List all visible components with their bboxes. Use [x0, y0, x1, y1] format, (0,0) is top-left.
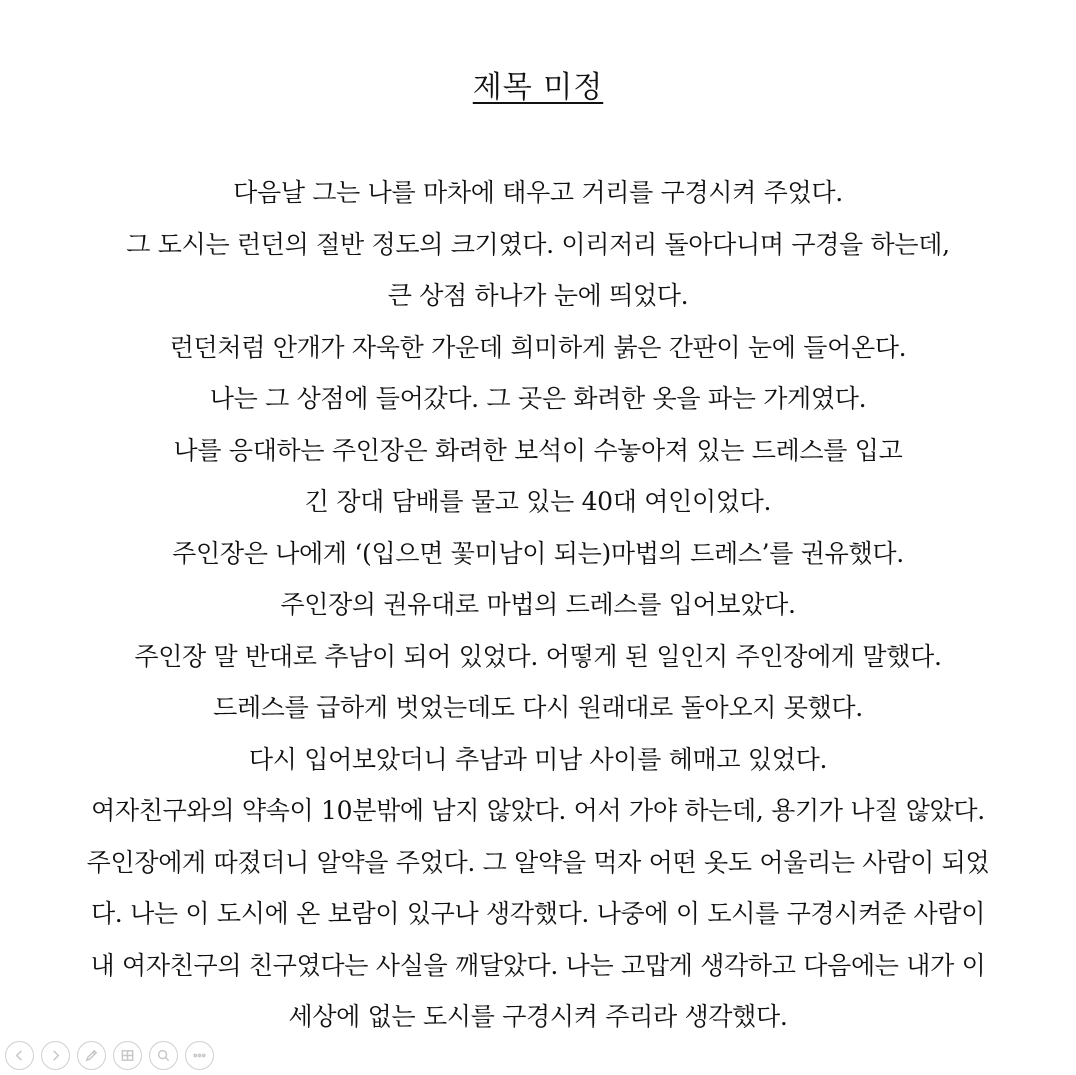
slides-icon — [120, 1048, 135, 1063]
document-title: 제목 미정 — [472, 70, 604, 105]
body-line: 큰 상점 하나가 눈에 띄었다. — [387, 281, 689, 310]
body-line: 여자친구와의 약속이 10분밖에 남지 않았다. 어서 가야 하는데, 용기가 나질 않았다. — [91, 796, 985, 825]
document-body — [30, 167, 1046, 1043]
body-line: 다. 나는 이 도시에 온 보람이 있구나 생각했다. 나중에 이 도시를 구경시켜준 사람이 — [90, 899, 986, 928]
previous-slide-button[interactable] — [5, 1041, 34, 1070]
previous-icon — [12, 1048, 27, 1063]
body-line: 세상에 없는 도시를 구경시켜 주리라 생각했다. — [288, 1002, 788, 1031]
next-icon — [48, 1048, 63, 1063]
body-line: 다음날 그는 나를 마차에 태우고 거리를 구경시켜 주었다. — [233, 178, 843, 207]
body-line: 주인장에게 따졌더니 알약을 주었다. 그 알약을 먹자 어떤 옷도 어울리는 사람이 되었 — [86, 847, 990, 877]
pen-icon — [84, 1048, 99, 1063]
more-options-button[interactable] — [185, 1041, 214, 1070]
pen-button[interactable] — [77, 1041, 106, 1070]
next-slide-button[interactable] — [41, 1041, 70, 1070]
body-line: 긴 장대 담배를 물고 있는 40대 여인이었다. — [304, 487, 772, 516]
body-line: 런던처럼 안개가 자욱한 가운데 희미하게 붉은 간판이 눈에 들어온다. — [169, 332, 907, 362]
slideshow-toolbar — [5, 1041, 214, 1070]
body-line: 나는 그 상점에 들어갔다. 그 곳은 화려한 옷을 파는 가게였다. — [209, 384, 867, 413]
body-line: 주인장의 권유대로 마법의 드레스를 입어보았다. — [280, 590, 796, 619]
slides-button[interactable] — [113, 1041, 142, 1070]
zoom-button[interactable] — [149, 1041, 178, 1070]
body-line: 다시 입어보았더니 추남과 미남 사이를 헤매고 있었다. — [248, 744, 828, 774]
body-line: 나를 응대하는 주인장은 화려한 보석이 수놓아져 있는 드레스를 입고 — [173, 435, 903, 465]
more-icon — [192, 1048, 207, 1063]
zoom-icon — [156, 1048, 171, 1063]
body-line: 내 여자친구의 친구였다는 사실을 깨달았다. 나는 고맙게 생각하고 다음에는 내가 이 — [90, 950, 986, 980]
body-line: 주인장은 나에게 ‘(입으면 꽃미남이 되는)마법의 드레스’를 권유했다. — [172, 538, 904, 568]
body-line: 그 도시는 런던의 절반 정도의 크기였다. 이리저리 돌아다니며 구경을 하는데, — [126, 229, 950, 259]
body-line: 주인장 말 반대로 추남이 되어 있었다. 어떻게 된 일인지 주인장에게 말했다. — [134, 641, 942, 671]
body-line: 드레스를 급하게 벗었는데도 다시 원래대로 돌아오지 못했다. — [213, 693, 863, 722]
